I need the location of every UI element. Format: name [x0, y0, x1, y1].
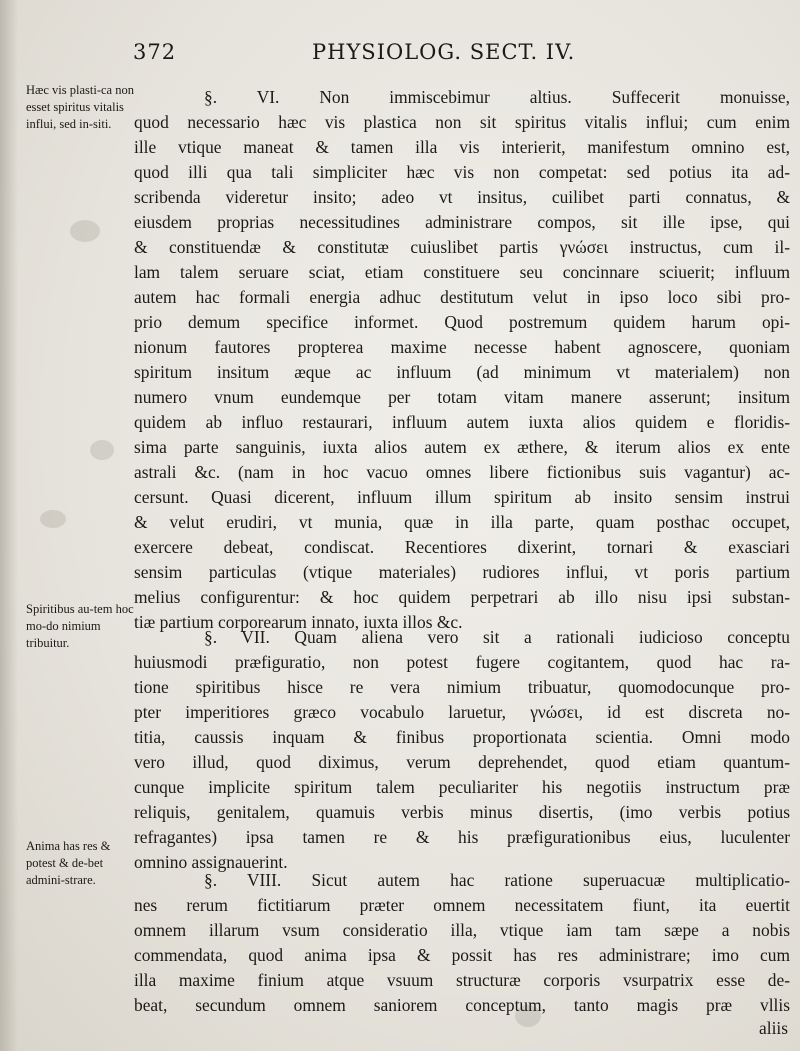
page-number: 372 — [133, 40, 177, 64]
text-line: §. VI. Non immiscebimur altius. Suffecerit monuisse, — [204, 87, 790, 107]
text-line: numero vnum eundemque per totam vitam manere asserunt; insitum — [134, 387, 790, 407]
marginal-note: Anima has res & potest & de-bet admini-strare. — [26, 839, 111, 887]
text-line: quidem ab influo restaurari, influum autem iuxta alios quidem e floridis- — [134, 412, 790, 432]
text-line: lam talem seruare sciat, etiam constituere seu concinnare sciuerit; influum — [134, 262, 790, 282]
text-line: autem hac formali energia adhuc destitutum velut in ipso loco sibi pro- — [134, 287, 790, 307]
paper-stain — [90, 440, 114, 460]
text-line: commendata, quod anima ipsa & possit has res administrare; imo cum — [134, 945, 790, 965]
text-line: §. VIII. Sicut autem hac ratione superuacuæ multiplicatio- — [204, 870, 790, 890]
text-line: eiusdem proprias necessitudines administrare compos, sit ille ipse, qui — [134, 212, 790, 232]
paper-stain — [40, 510, 66, 528]
text-line: pter imperitiores græco vocabulo laruetur, γνώσει, id est discreta no- — [134, 702, 790, 722]
text-line: quod illi qua tali simpliciter hæc vis non competat: sed potius ita ad- — [134, 162, 790, 182]
text-line: prio demum specifice informet. Quod postremum quidem harum opi- — [134, 312, 790, 332]
text-line: & velut erudiri, vt munia, quæ in illa parte, quam posthac occupet, — [134, 512, 790, 532]
text-line: nes rerum fictitiarum præter omnem necessitatem fiunt, ita euertit — [134, 895, 790, 915]
text-line: scribenda videretur insito; adeo vt insitus, cuilibet parti connatus, & — [134, 187, 790, 207]
running-head: PHYSIOLOG. SECT. IV. — [312, 40, 576, 64]
marginal-note: Hæc vis plasti-ca non esset spiritus vitalis influi, sed in-siti. — [26, 83, 134, 131]
text-line: vero illud, quod diximus, verum deprehendet, quod etiam quantum- — [134, 752, 790, 772]
text-line: spiritum insitum æque ac influum (ad minimum vt materialem) non — [134, 362, 790, 382]
text-line: refragantes) ipsa tamen re & his præfigurationibus eius, luculenter — [134, 827, 790, 847]
text-line: omnem illarum vsum consideratio illa, vtique iam tam sæpe a nobis — [134, 920, 790, 940]
text-line: reliquis, genitalem, quamuis verbis minus disertis, (imo verbis potius — [134, 802, 790, 822]
text-line: quod necessario hæc vis plastica non sit spiritus vitalis influi; cum enim — [134, 112, 790, 132]
text-line: §. VII. Quam aliena vero sit a rationali iudicioso conceptu — [204, 627, 790, 647]
marginal-note: Spiritibus au-tem hoc mo-do nimium tribuitur. — [26, 602, 134, 650]
text-line: cunque implicite spiritum talem peculiariter his negotiis instructum præ — [134, 777, 790, 797]
page-gutter-shadow — [0, 0, 18, 1051]
text-line: astrali &c. (nam in hoc vacuo omnes libere fictionibus suis vagantur) ac- — [134, 462, 790, 482]
text-line: titia, caussis inquam & finibus proportionata scientia. Omni modo — [134, 727, 790, 747]
text-line: illa maxime finium atque vsuum structuræ corporis vsurpatrix esse de- — [134, 970, 790, 990]
text-line: cersunt. Quasi dicerent, influum illum spiritum ab insito sensim instrui — [134, 487, 790, 507]
paper-stain — [70, 220, 100, 242]
text-line: omnino assignauerint. — [134, 852, 288, 872]
text-line: ille vtique maneat & tamen illa vis interierit, manifestum omnino est, — [134, 137, 790, 157]
text-line: tione spiritibus hisce re vera nimium tribuatur, quomodocunque pro- — [134, 677, 790, 697]
text-line: nionum fautores propterea maxime necesse habent agnoscere, quoniam — [134, 337, 790, 357]
text-line: exercere debeat, condiscat. Recentiores dixerint, tornari & exasciari — [134, 537, 790, 557]
text-line: tiæ partium corporearum innato, iuxta illos &c. — [134, 612, 463, 632]
text-line: & constituendæ & constitutæ cuiuslibet partis γνώσει instructus, cum il- — [134, 237, 790, 257]
text-line: sima parte sanguinis, iuxta alios autem ex æthere, & iterum alios ex ente — [134, 437, 790, 457]
text-line: huiusmodi præfiguratio, non potest fugere cogitantem, quod hac ra- — [134, 652, 790, 672]
text-line: melius configurentur: & hoc quidem perpetrari ab illo nisu ipsi substan- — [134, 587, 790, 607]
text-line: sensim particulas (vtique materiales) rudiores influi, vt poris partium — [134, 562, 790, 582]
catchword: aliis — [759, 1018, 788, 1038]
text-line: beat, secundum omnem saniorem conceptum, tanto magis præ vllis — [134, 995, 790, 1015]
